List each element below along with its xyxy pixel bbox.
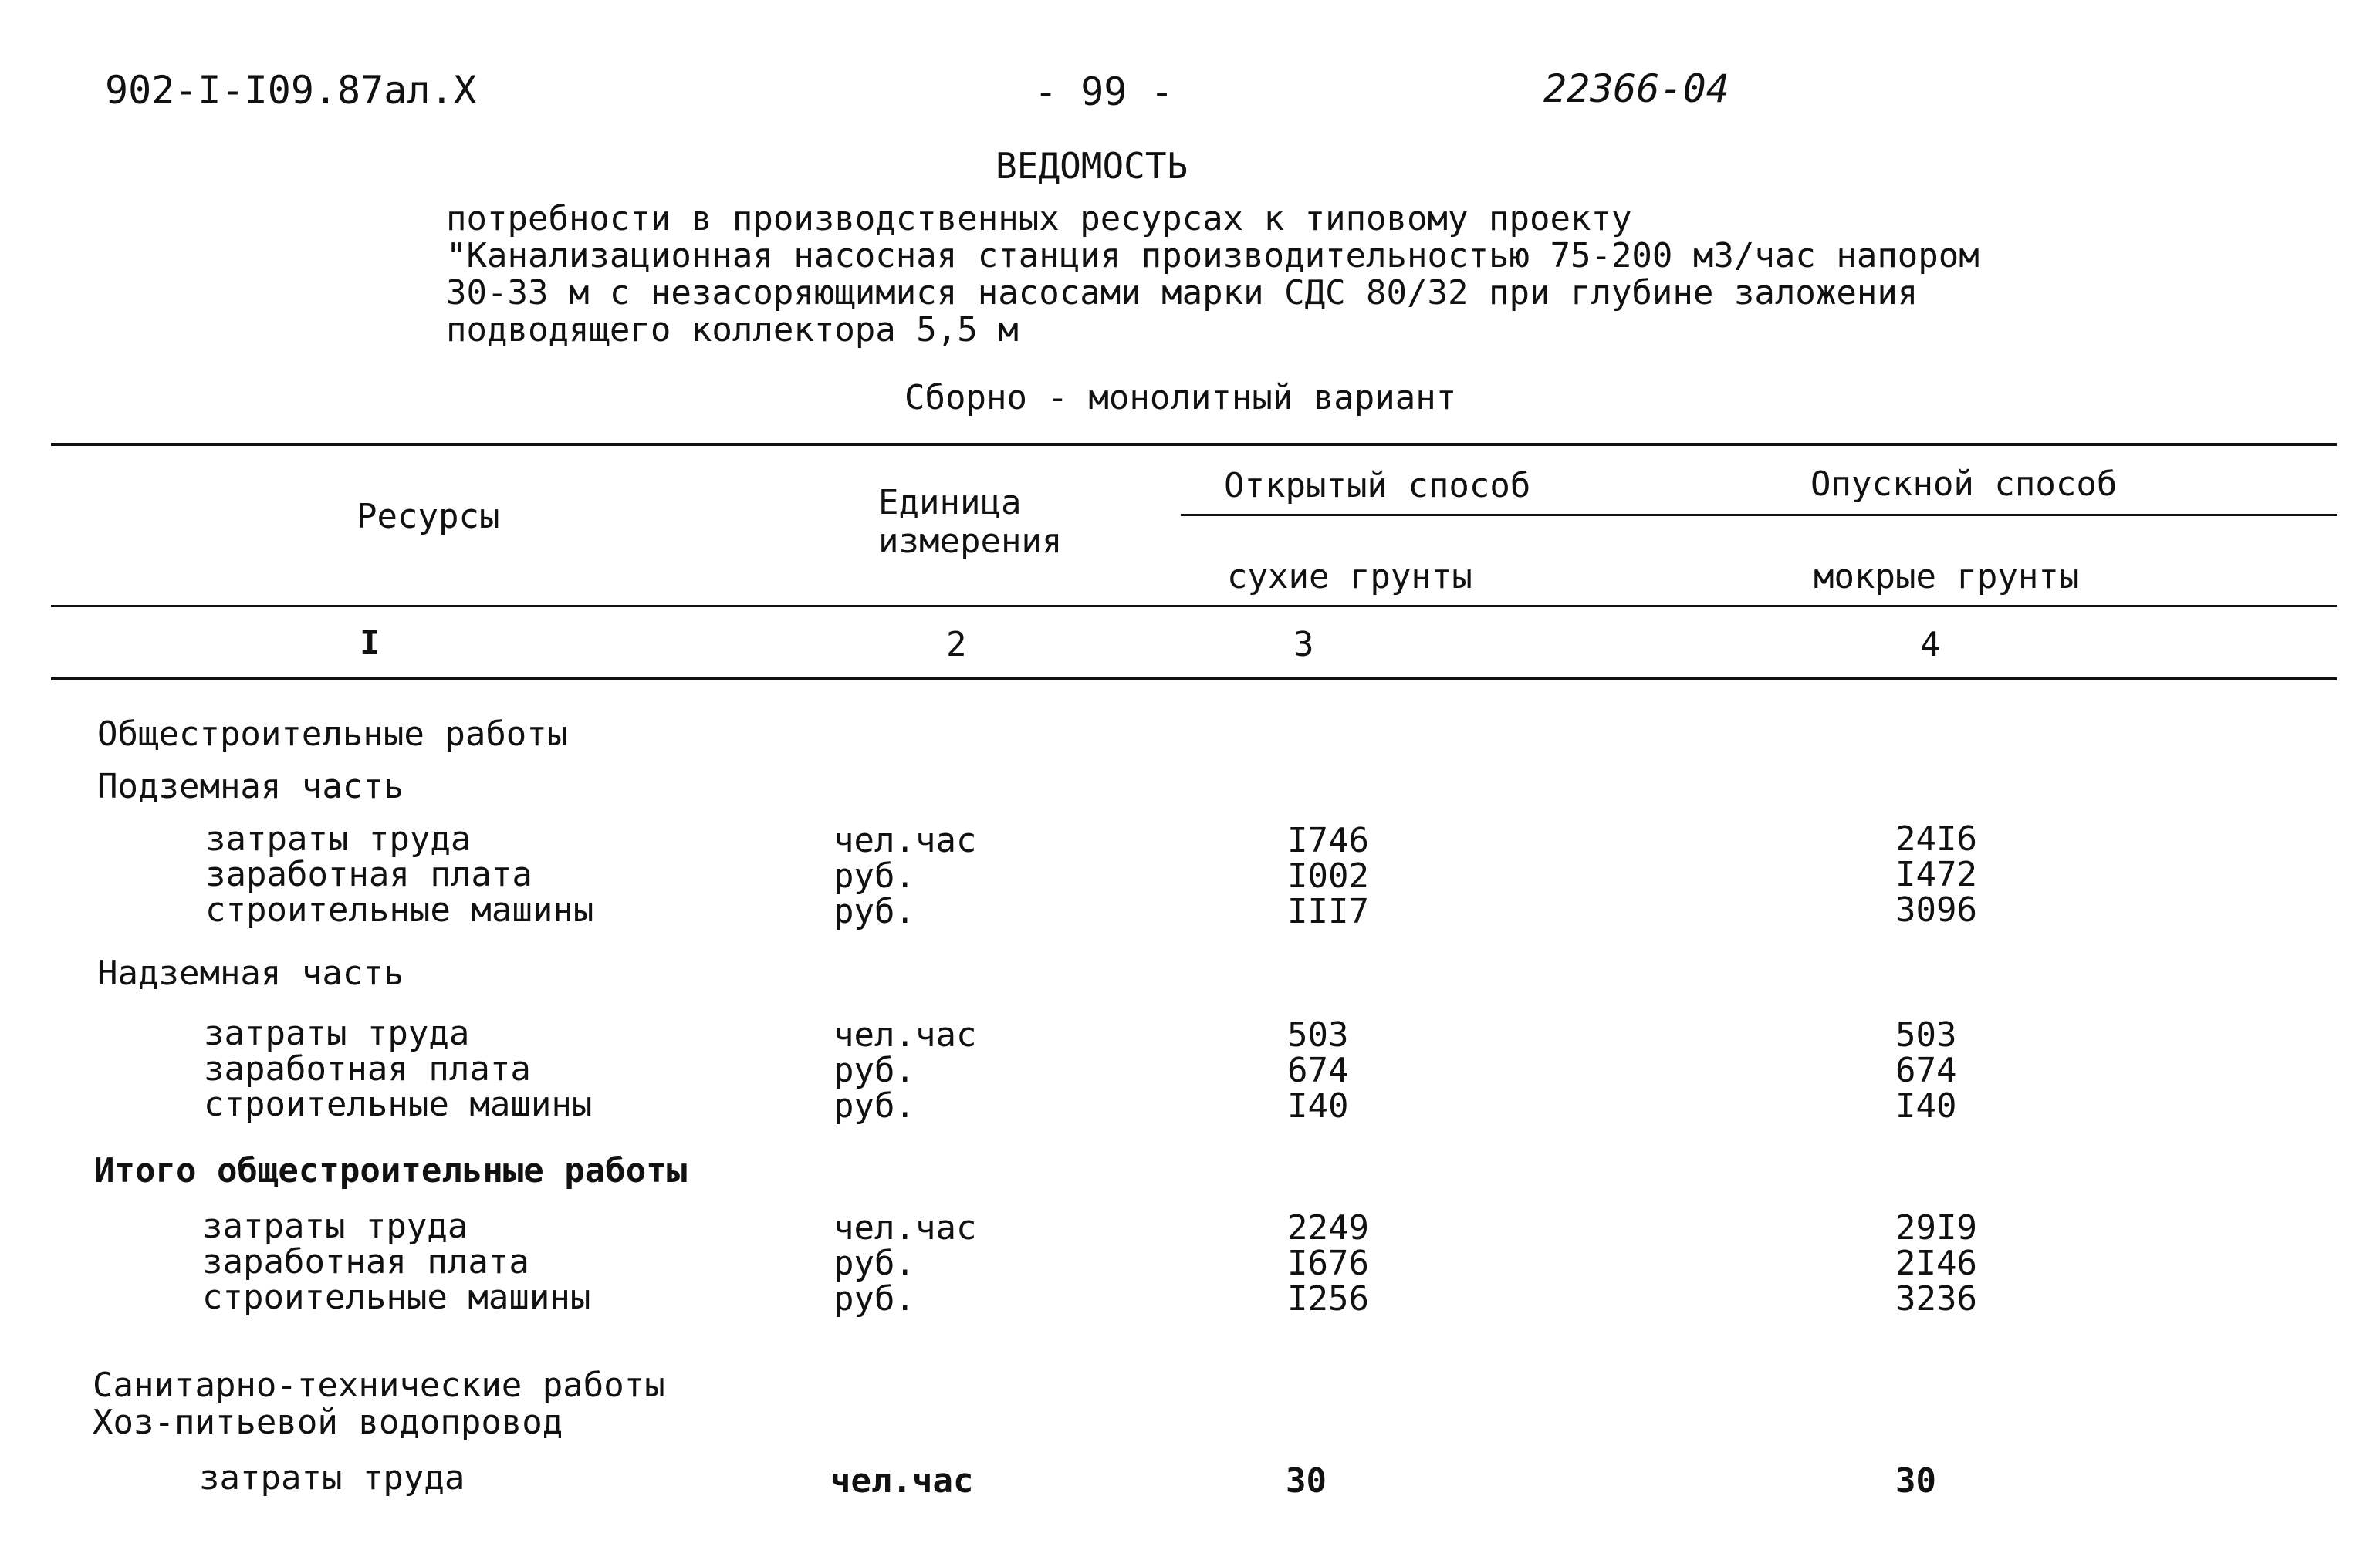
row-name: строительные машины	[205, 890, 594, 930]
row-lowering-value: 503	[1895, 1015, 1957, 1055]
row-open-value: 30	[1286, 1461, 1327, 1501]
row-name: затраты труда	[205, 819, 472, 859]
row-unit: чел.час	[833, 821, 977, 860]
row-lowering-value: I40	[1895, 1086, 1957, 1126]
row-open-value: I676	[1287, 1244, 1369, 1283]
row-name: заработная плата	[205, 855, 532, 894]
section-water-supply: Хоз-питьевой водопровод	[93, 1403, 563, 1442]
section-general-works: Общестроительные работы	[97, 714, 568, 754]
row-open-value: 674	[1287, 1051, 1349, 1090]
row-lowering-value: 3096	[1895, 890, 1977, 930]
table-top-rule	[51, 443, 2337, 446]
row-open-value: I746	[1287, 821, 1369, 860]
row-lowering-value: 30	[1895, 1461, 1936, 1501]
column-header-resources: Ресурсы	[357, 497, 500, 536]
row-name: затраты труда	[202, 1207, 468, 1246]
row-name: затраты труда	[204, 1014, 470, 1053]
row-unit: руб.	[833, 892, 915, 931]
page-number: - 99 -	[1034, 69, 1174, 114]
row-unit: чел.час	[830, 1461, 974, 1501]
section-sanitary: Санитарно-технические работы	[93, 1366, 665, 1405]
document-code: 902-I-I09.87ал.X	[105, 68, 477, 113]
variant-subtitle: Сборно - монолитный вариант	[904, 378, 1457, 417]
row-lowering-value: I472	[1895, 855, 1977, 894]
row-unit: руб.	[833, 1051, 915, 1090]
row-lowering-value: 2I46	[1895, 1244, 1977, 1283]
column-header-unit-line1: Единица	[878, 483, 1022, 522]
title-line-4: подводящего коллектора 5,5 м	[446, 310, 1019, 350]
row-name: заработная плата	[204, 1049, 531, 1089]
row-unit: руб.	[833, 1279, 915, 1319]
section-total-general: Итого общестроительные работы	[94, 1151, 688, 1190]
column-number-2: 2	[946, 625, 967, 664]
column-number-1: I	[360, 623, 380, 663]
row-unit: чел.час	[833, 1015, 977, 1055]
header-sub-rule	[1181, 514, 2337, 516]
title-line-2: "Канализационная насосная станция производительностью 75-200 м3/час напором	[446, 236, 1979, 275]
row-unit: руб.	[833, 1244, 915, 1283]
row-name: строительные машины	[204, 1085, 593, 1124]
column-header-lowering-method: Опускной способ	[1810, 464, 2118, 504]
document-heading: ВЕДОМОСТЬ	[996, 145, 1188, 187]
row-lowering-value: 24I6	[1895, 819, 1977, 859]
row-lowering-value: 3236	[1895, 1279, 1977, 1319]
row-open-value: III7	[1287, 892, 1369, 931]
section-underground: Подземная часть	[97, 767, 404, 806]
column-number-3: 3	[1293, 625, 1314, 664]
row-open-value: I256	[1287, 1279, 1369, 1319]
row-open-value: I40	[1287, 1086, 1349, 1126]
row-name: заработная плата	[202, 1242, 529, 1282]
column-header-open-method: Открытый способ	[1224, 466, 1531, 505]
row-lowering-value: 674	[1895, 1051, 1957, 1090]
column-header-wet-soil: мокрые грунты	[1814, 557, 2080, 596]
row-open-value: 2249	[1287, 1208, 1369, 1248]
column-number-4: 4	[1920, 625, 1941, 664]
row-unit: руб.	[833, 856, 915, 896]
row-name: затраты труда	[199, 1458, 465, 1498]
archive-number: 22366-04	[1543, 66, 1729, 111]
row-name: строительные машины	[202, 1278, 591, 1317]
column-numbers-rule	[51, 677, 2337, 680]
header-bottom-rule	[51, 605, 2337, 607]
row-open-value: I002	[1287, 856, 1369, 896]
section-aboveground: Надземная часть	[97, 954, 404, 993]
title-line-1: потребности в производственных ресурсах к типовому проекту	[446, 199, 1632, 238]
column-header-unit-line2: измерения	[878, 522, 1063, 561]
row-open-value: 503	[1287, 1015, 1349, 1055]
row-unit: чел.час	[833, 1208, 977, 1248]
row-lowering-value: 29I9	[1895, 1208, 1977, 1248]
column-header-dry-soil: сухие грунты	[1227, 557, 1472, 596]
title-line-3: 30-33 м с незасоряющимися насосами марки СДС 80/32 при глубине заложения	[446, 273, 1919, 312]
row-unit: руб.	[833, 1086, 915, 1126]
